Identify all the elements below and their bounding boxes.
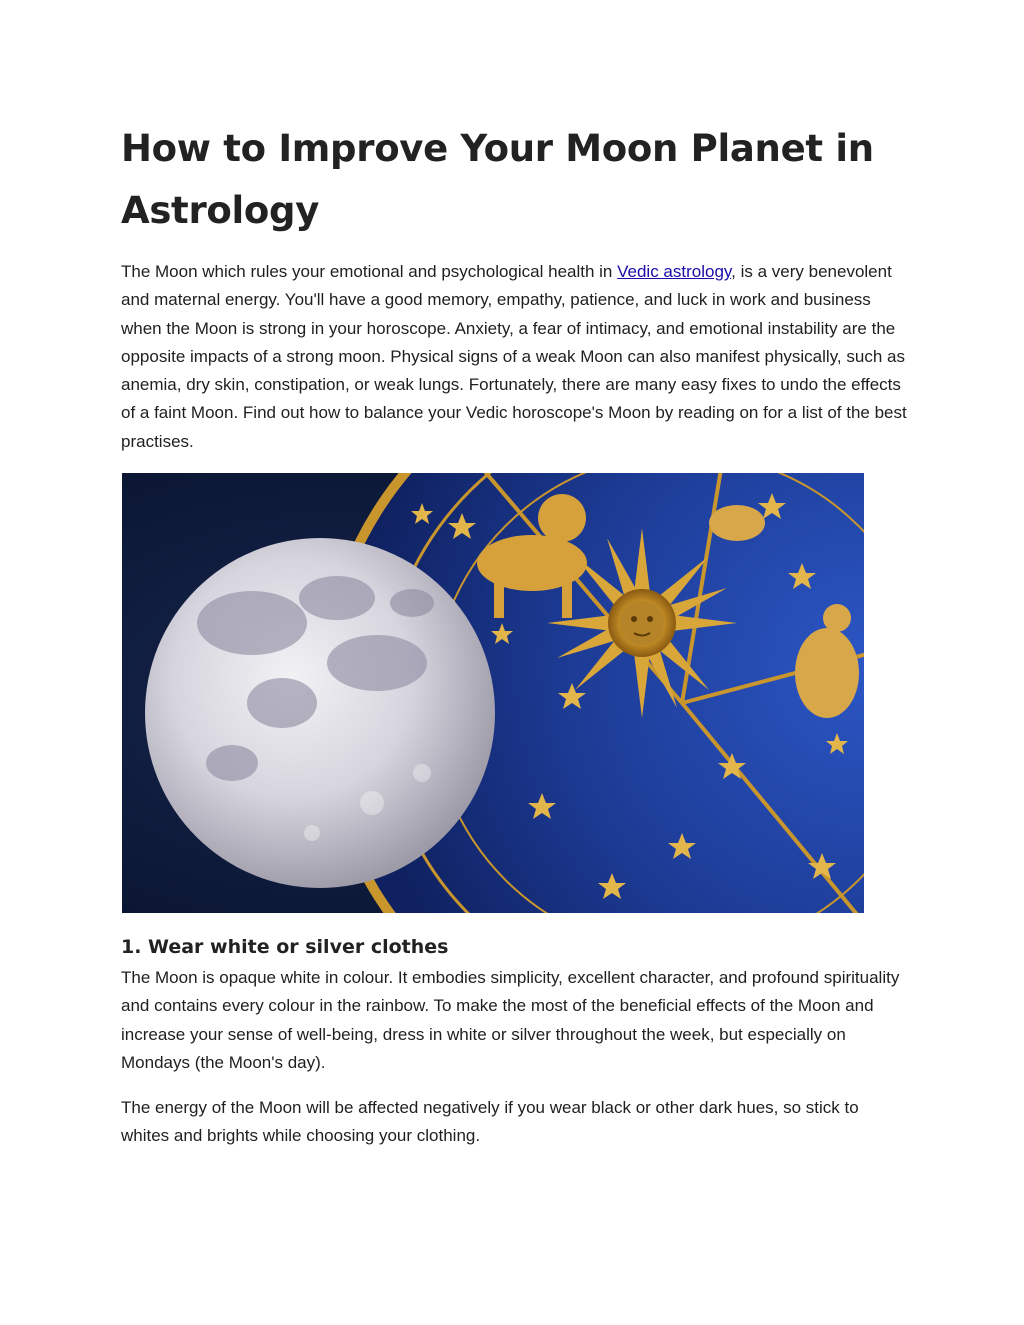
intro-paragraph	[121, 258, 911, 456]
article-title: How to Improve Your Moon Planet in Astrology	[121, 127, 874, 232]
section-paragraph: The Moon is opaque white in colour. It embodies simplicity, excellent character, and profound spirituality and contains every colour in the rainbow. To make the most of the beneficial effects of the Moon and increase your sense of well-being, dress in white or silver throughout the week, but especially on Mondays (the Moon's day).	[121, 968, 900, 1072]
section-paragraph: The energy of the Moon will be affected negatively if you wear black or other dark hues, so stick to whites and brights while choosing your clothing.	[121, 1098, 859, 1146]
section-heading: 1. Wear white or silver clothes	[121, 936, 449, 958]
intro-text-after-link: , is a very benevolent and maternal energy. You'll have a good memory, empathy, patience, and luck in work and business when the Moon is strong in your horoscope. Anxiety, a fear of intimacy, and emotional instability are the opposite impacts of a strong moon. Physical signs of a weak Moon can also manifest physically, such as anemia, dry skin, constipation, or weak lungs. Fortunately, there are many easy fixes to undo the effects of a faint Moon. Find out how to balance your Vedic horoscope's Moon by reading on for a list of the best practises.	[121, 262, 907, 451]
intro-text-before-link: The Moon which rules your emotional and psychological health in	[121, 262, 618, 281]
vedic-astrology-link[interactable]: Vedic astrology	[617, 262, 732, 281]
moon-zodiac-image	[122, 473, 864, 913]
